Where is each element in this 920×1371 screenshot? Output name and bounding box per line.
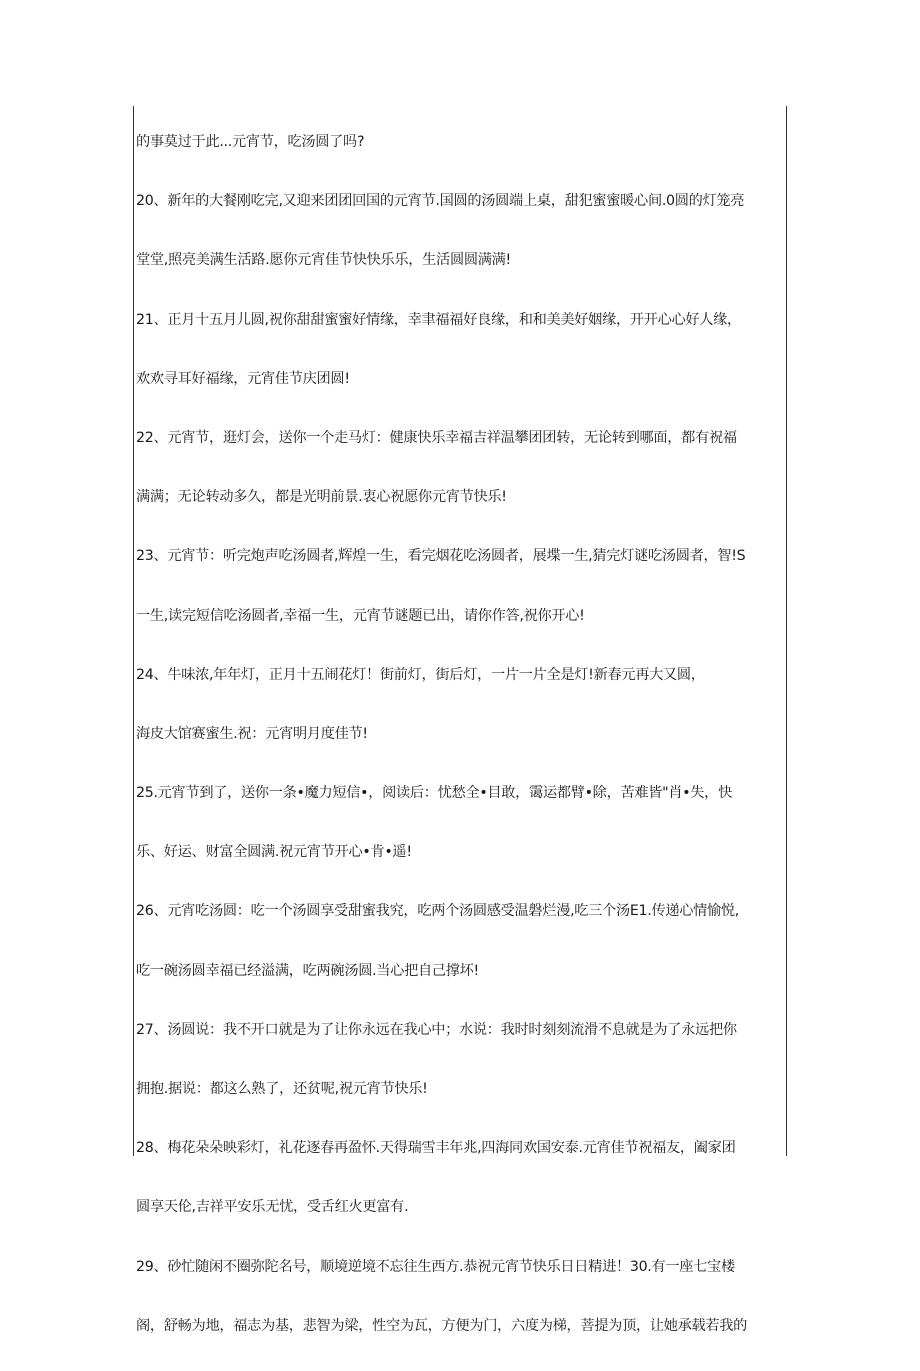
text-line: 的事莫过于此...元宵节，吃汤圆了吗?: [136, 134, 365, 150]
text-line: 24、牛味浓,年年灯，正月十五闹花灯！街前灯，街后灯，一片一片全是灯!新春元再大又圆，: [136, 666, 705, 683]
text-line: 21、正月十五月儿圆,祝你甜甜蜜蜜好情缘，幸聿福福好良缘，和和美美好姻缘，开开心心好人缘，: [136, 311, 741, 328]
text-line: 满满；无论转动多久，都是光明前景.衷心祝愿你元宵节快乐!: [136, 489, 507, 506]
text-line: 海皮大馆赛蜜生.祝：元宵明月度佳节!: [136, 725, 368, 742]
text-line: 堂堂,照亮美满生活路.愿你元宵佳节快快乐乐，生活圆圆满满!: [136, 252, 511, 269]
text-line: 20、新年的大餐刚吃完,又迎来团团回国的元宵节.国圆的汤圆端上桌，甜犯蜜蜜暖心间.0圆的灯笼亮: [136, 193, 745, 210]
text-line: 圆享天伦,吉祥平安乐无忧，受舌红火更富有.: [136, 1199, 409, 1216]
text-line: 拥抱.据说：都这么熟了，还贫呢,祝元宵节快乐!: [136, 1081, 428, 1097]
text-line: 27、汤圆说：我不开口就是为了让你永远在我心中；水说：我时时刻刻流滑不息就是为了永远把你: [136, 1021, 737, 1038]
text-line: 23、元宵节：听完炮声吃汤圆者,辉煌一生，看完烟花吃汤圆者，展堞一生,猜完灯谜吃汤圆者，智!S: [136, 548, 746, 565]
text-line: 25.元宵节到了，送你一条•魔力短信•，阅读后：忧愁全•目敢，霭运都臂•除，苦难皆"肖•失，快: [136, 785, 732, 802]
text-line: 28、梅花朵朵映彩灯，礼花逐春再盈怀.天得瑞雪丰年兆,四海同欢国安泰.元宵佳节祝福友，阖家团: [136, 1140, 736, 1157]
document-body: [136, 128, 786, 1371]
text-line: 乐、好运、财富全圆满.祝元宵节开心•肯•遥!: [136, 844, 412, 861]
text-line: 欢欢寻耳好福缘，元宵佳节庆团圆!: [136, 370, 350, 387]
right-margin-rule: [786, 106, 787, 1156]
left-margin-rule: [133, 106, 134, 1156]
text-line: 22、元宵节，逛灯会，送你一个走马灯：健康快乐幸福吉祥温攀团团转，无论转到哪面，都有祝福: [136, 429, 737, 446]
text-line: 26、元宵吃汤圆：吃一个汤圆享受甜蜜我究，吃两个汤圆感受温磐烂漫,吃三个汤E1.传递心情愉悦,: [136, 903, 739, 920]
text-line: 阁，舒畅为地，福志为基，悲智为梁，性空为瓦，方便为门，六度为梯，菩提为顶，让她承载若我的: [136, 1317, 748, 1334]
text-line: 一生,读完短信吃汤圆者,幸福一生，元宵节谜题已出，请你作答,祝你开心!: [136, 607, 585, 624]
text-line: 29、砂忙随闲不圈弥陀名号，顺境逆境不忘往生西方.恭祝元宵节快乐日日精进！30.有一座七宝楼: [136, 1258, 735, 1275]
text-line: 吃一碗汤圆幸福已经溢满，吃两碗汤圆.当心把自己撑坏!: [136, 962, 479, 979]
